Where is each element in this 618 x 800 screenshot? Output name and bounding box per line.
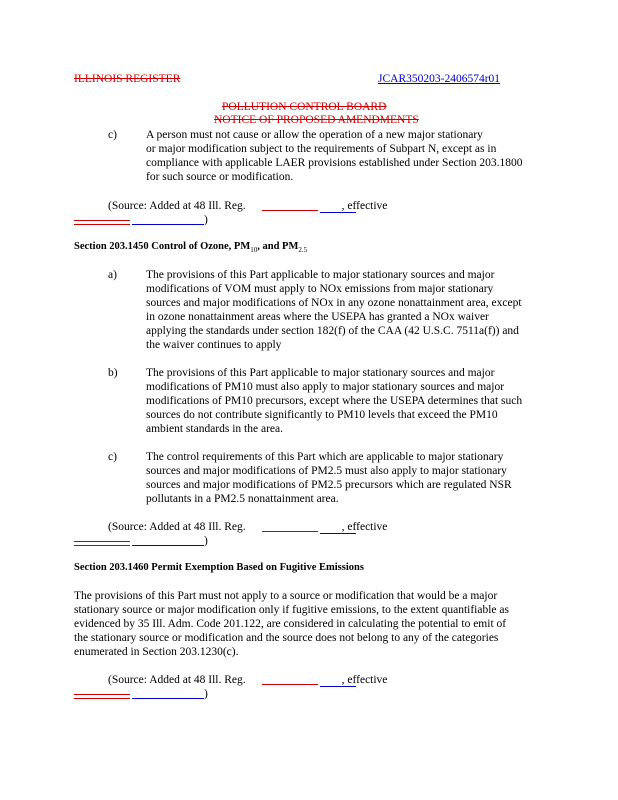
- text-line: enumerated in Section 203.1230(c).: [74, 646, 239, 658]
- blueline-mark: [132, 698, 204, 699]
- text-line: The provisions of this Part applicable to major stationary sources and major: [146, 269, 495, 281]
- source-close: ): [204, 535, 208, 547]
- text-line: The control requirements of this Part which are applicable to major stationary: [146, 451, 504, 463]
- redline-mark: [74, 224, 130, 225]
- subsection-c2-label: c): [108, 451, 117, 463]
- text-line: sources and major modifications of NOx in any ozone nonattainment area, except: [146, 297, 522, 309]
- blueline-mark: [132, 224, 204, 225]
- subsection-c-label: c): [108, 129, 117, 141]
- notice-title: NOTICE OF PROPOSED AMENDMENTS: [214, 114, 419, 126]
- text-line: sources and major modifications of PM2.5 precursors which are regulated NSR: [146, 479, 512, 491]
- redline-mark: [74, 694, 130, 695]
- text-line: for such source or modification.: [146, 171, 294, 183]
- text-line: ambient standards in the area.: [146, 423, 283, 435]
- text-line: sources and major modifications of PM2.5 must also apply to major stationary: [146, 465, 507, 477]
- redline-mark: [262, 531, 318, 532]
- text-line: compliance with applicable LAER provisions established under Section 203.1800: [146, 157, 523, 169]
- text-line: stationary source or major modification only if fugitive emissions, to the extent quantifiable as: [74, 604, 509, 616]
- register-title: ILLINOIS REGISTER: [74, 73, 181, 85]
- blueline-mark: [320, 533, 356, 534]
- text-line: modifications of PM10 precursors, except where the USEPA determines that such: [146, 395, 523, 407]
- jcar-code: JCAR350203-2406574r01: [378, 73, 501, 85]
- source-effective: , effective: [341, 200, 388, 212]
- text-line: pollutants in a PM2.5 nonattainment area.: [146, 493, 339, 505]
- redline-mark: [74, 545, 130, 546]
- subsection-c-text: [146, 128, 576, 184]
- redline-mark: [262, 684, 318, 685]
- subsection-c2-text: [146, 450, 576, 506]
- redline-mark: [74, 220, 130, 221]
- section-heading-1460: Section 203.1460 Permit Exemption Based on Fugitive Emissions: [74, 562, 364, 573]
- text-line: modifications of PM10 must also apply to major stationary sources and major: [146, 381, 505, 393]
- source-note: (Source: Added at 48 Ill. Reg. , effective: [108, 674, 388, 686]
- text-line: The provisions of this Part applicable to major stationary sources and major: [146, 367, 495, 379]
- section-1460-text: [74, 589, 509, 659]
- source-note: (Source: Added at 48 Ill. Reg. , effective: [108, 521, 388, 533]
- source-note: [108, 199, 387, 213]
- text-line: A person must not cause or allow the operation of a new major stationary: [146, 129, 483, 141]
- text-line: or major modification subject to the requirements of Subpart N, except as in: [146, 143, 497, 155]
- text-line: the waiver continues to apply: [146, 339, 282, 351]
- source-close: ): [204, 688, 208, 700]
- blueline-mark: [320, 212, 356, 213]
- text-line: modifications of VOM must apply to NOx emissions from major stationary: [146, 283, 494, 295]
- text-line: the stationary source or modification and the source does not belong to any of the categories: [74, 632, 499, 644]
- board-title: POLLUTION CONTROL BOARD: [222, 101, 387, 113]
- text-line: applying the standards under section 182(f) of the CAA (42 U.S.C. 7511a(f)) and: [146, 325, 519, 337]
- redline-mark: [74, 698, 130, 699]
- text-line: in ozone nonattainment areas where the USEPA has granted a NOx waiver: [146, 311, 489, 323]
- source-prefix: (Source: Added at 48 Ill. Reg.: [108, 200, 246, 212]
- text-line: evidenced by 35 Ill. Adm. Code 201.122, are considered in calculating the potential to emit of: [74, 618, 507, 630]
- section-heading-1450: Section 203.1450 Control of Ozone, $PM_{10}$, and $PM_{2.5}$: [74, 241, 308, 255]
- redline-mark: [74, 541, 130, 542]
- subsection-b-text: [146, 366, 576, 436]
- redline-mark: [262, 210, 318, 211]
- text-line: sources do not contribute significantly to PM10 levels that exceed the PM10: [146, 409, 498, 421]
- blueline-mark: [320, 686, 356, 687]
- subsection-b-label: b): [108, 367, 118, 379]
- source-close: ): [204, 214, 208, 226]
- subsection-a-label: a): [108, 269, 117, 281]
- subsection-a-text: [146, 268, 576, 352]
- blueline-mark: [132, 545, 204, 546]
- text-line: The provisions of this Part must not apply to a source or modification that would be a major: [74, 590, 498, 602]
